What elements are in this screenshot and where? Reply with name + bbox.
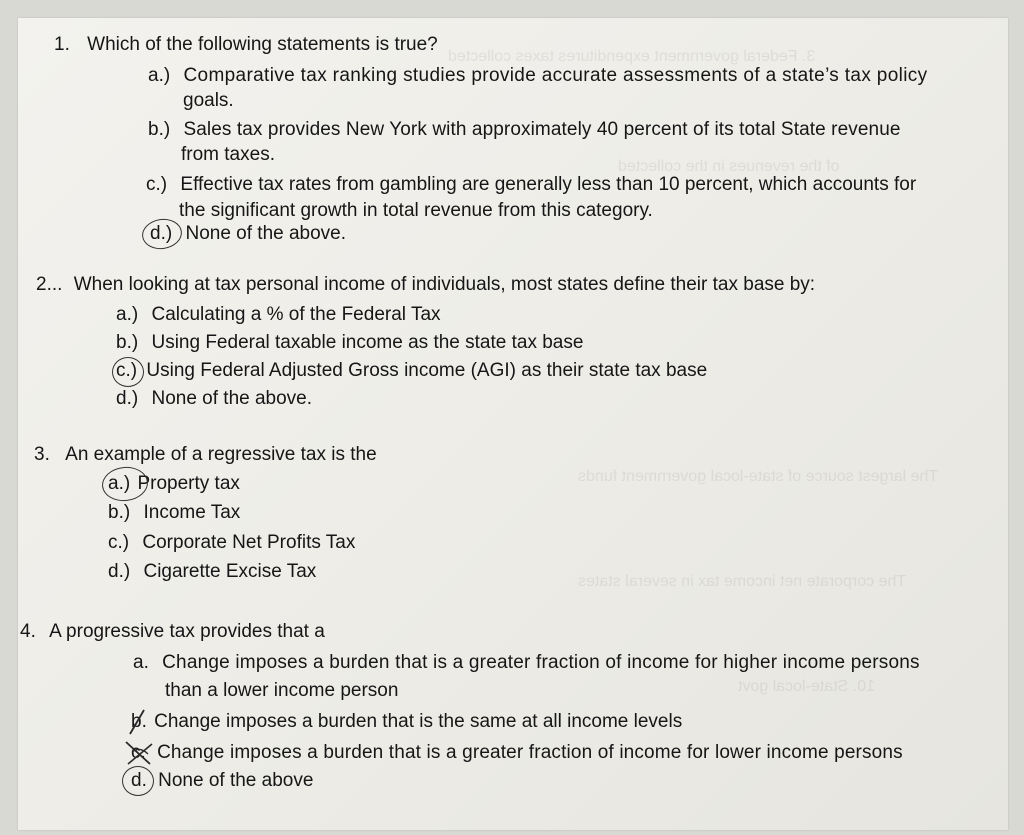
question-number: 3. [34, 444, 50, 465]
question-number: 1. [54, 34, 70, 55]
option-text: Corporate Net Profits Tax [142, 532, 356, 553]
answer-circle [122, 766, 154, 796]
option-label: a.) [108, 473, 131, 494]
option-label: c. [131, 742, 146, 763]
option-label: a. [133, 652, 149, 673]
answer-circle [140, 216, 184, 251]
exam-page [18, 18, 1008, 830]
option-text: Sales tax provides New York with approximately 40 percent of its total State revenue [183, 119, 901, 140]
option-label: d. [131, 770, 147, 791]
option-text: Comparative tax ranking studies provide accurate assessments of a state’s tax policy [183, 65, 928, 86]
option-text: Property tax [137, 473, 240, 494]
option[interactable] [108, 532, 355, 554]
answer-circle [112, 357, 144, 387]
option[interactable] [131, 770, 313, 792]
option-text: Using Federal Adjusted Gross income (AGI) as their state tax base [146, 360, 708, 381]
option-text: Effective tax rates from gambling are generally less than 10 percent, which accounts for [180, 174, 917, 195]
question-stem: An example of a regressive tax is the [65, 444, 377, 465]
option-label: b.) [108, 502, 131, 523]
question-stem: Which of the following statements is true? [87, 34, 438, 55]
option-label: b.) [116, 332, 139, 353]
option-label: a.) [116, 304, 139, 325]
question-3 [34, 444, 377, 466]
option-text: None of the above. [185, 223, 347, 244]
option-label: b.) [148, 119, 171, 140]
option-label: c.) [146, 174, 168, 195]
option[interactable] [133, 652, 920, 674]
option-continuation: goals. [183, 90, 234, 111]
bleed-through-text: 3. Federal government expenditures taxes collected [448, 48, 816, 65]
option[interactable] [131, 711, 682, 733]
option[interactable] [148, 65, 927, 87]
answer-circle [100, 465, 149, 504]
bleed-through-text: The corporate net income tax in several states [578, 573, 907, 590]
option[interactable] [108, 561, 316, 583]
option-label: c.) [116, 360, 138, 381]
option[interactable] [146, 174, 916, 196]
option-label: b. [131, 711, 147, 732]
question-1 [54, 34, 438, 56]
bleed-through-text: 10. State-local govt [738, 678, 875, 695]
option-continuation: the significant growth in total revenue from this category. [179, 200, 653, 221]
option-text: Income Tax [143, 502, 241, 523]
question-stem: A progressive tax provides that a [49, 621, 325, 642]
cross-out-mark [122, 706, 162, 770]
option[interactable] [131, 742, 903, 764]
option-text: None of the above. [151, 388, 313, 409]
option[interactable] [116, 360, 707, 382]
option-label: c.) [108, 532, 130, 553]
question-number: 4. [20, 621, 36, 642]
option-text: Calculating a % of the Federal Tax [151, 304, 441, 325]
option-text: Change imposes a burden that is a greater fraction of income for higher income persons [162, 652, 920, 673]
question-number: 2... [36, 274, 63, 295]
option[interactable] [148, 119, 901, 141]
option[interactable] [116, 332, 583, 354]
option[interactable] [108, 502, 240, 524]
option-text: Change imposes a burden that is a greater fraction of income for lower income persons [157, 742, 903, 763]
question-2 [36, 274, 815, 296]
question-stem: When looking at tax personal income of individuals, most states define their tax base by: [73, 274, 816, 295]
option-text: Cigarette Excise Tax [143, 561, 317, 582]
option-label: d.) [116, 388, 139, 409]
option-text: Using Federal taxable income as the state tax base [151, 332, 584, 353]
bleed-through-text: The largest source of state-local government funds [578, 468, 939, 485]
option-continuation: than a lower income person [165, 680, 399, 701]
option-label: a.) [148, 65, 171, 86]
bleed-through-text: of the revenues in the collected [618, 158, 840, 175]
option-continuation: from taxes. [181, 144, 275, 165]
option-text: None of the above [158, 770, 314, 791]
option[interactable] [116, 388, 312, 410]
question-4 [20, 621, 325, 643]
option-label: d.) [108, 561, 131, 582]
option-label: d.) [150, 223, 173, 244]
option-text: Change imposes a burden that is the same at all income levels [154, 711, 683, 732]
option[interactable] [116, 304, 441, 326]
